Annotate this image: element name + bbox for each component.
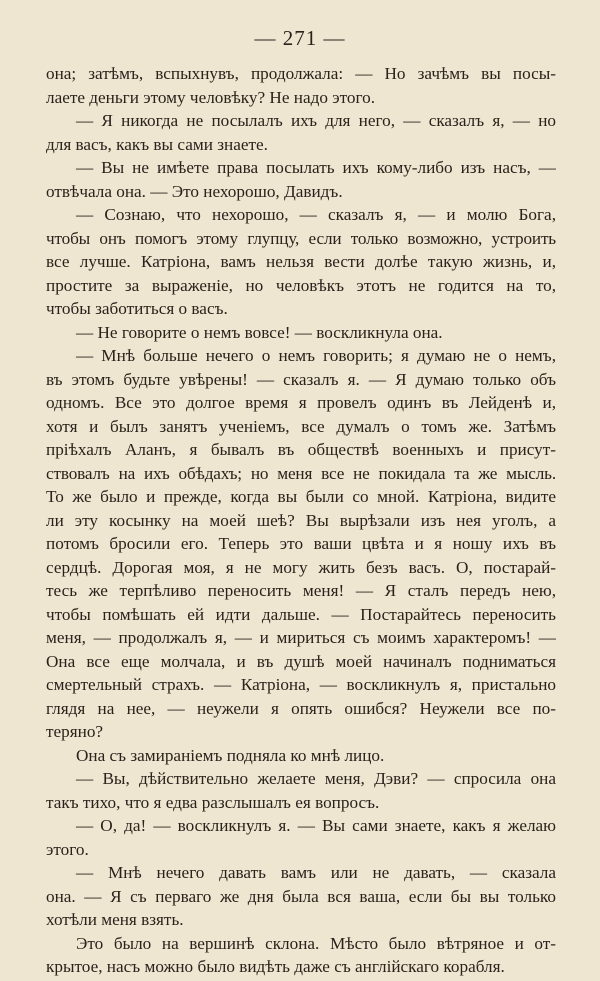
text-line: хотя и былъ занятъ ученіемъ, все думалъ о томъ же. Затѣмъ	[46, 416, 556, 436]
text-line: тесь же терпѣливо переносить меня! — Я сталъ передъ нею,	[46, 581, 556, 600]
text-line: этого.	[46, 839, 89, 859]
text-line: меня, — продолжалъ я, — и мириться съ моимъ характеромъ! —	[46, 628, 556, 647]
text-line: крытое, насъ можно было видѣть даже съ англійскаго корабля.	[46, 957, 505, 976]
text-line: она; затѣмъ, вспыхнувъ, продолжала: — Но зачѣмъ вы посы-	[46, 64, 556, 83]
text-line: глядя на нее, — неужели я опять ошибся? Неужели все по-	[46, 698, 556, 718]
text-line: — Сознаю, что нехорошо, — сказалъ я, — и молю Бога,	[76, 205, 556, 224]
text-line: простите за выраженіе, но человѣкъ этотъ не годится на то,	[46, 275, 556, 295]
text-line: отвѣчала она. — Это нехорошо, Давидъ.	[46, 181, 343, 201]
text-line: чтобы помѣшать ей идти дальше. — Постарайтесь переносить	[46, 604, 556, 624]
text-line: — О, да! — воскликнулъ я. — Вы сами знаете, какъ я желаю	[76, 816, 556, 835]
text-line: чтобы заботиться о васъ.	[46, 299, 228, 318]
text-line: ли эту косынку на моей шеѣ? Вы вырѣзали изъ нея уголъ, а	[46, 510, 556, 530]
text-line: потомъ бросили его. Теперь это ваши цвѣта и я ношу ихъ въ	[46, 534, 556, 553]
text-line: въ этомъ будьте увѣрены! — сказалъ я. — Я думаю только объ	[46, 369, 556, 389]
text-line: — Вы, дѣйствительно желаете меня, Дэви? — спросила она	[76, 769, 556, 788]
text-line: она. — Я съ перваго же дня была вся ваша, если бы вы только	[46, 886, 556, 906]
text-line: — Не говорите о немъ вовсе! — воскликнула она.	[76, 322, 443, 342]
text-line: — Я никогда не посылалъ ихъ для него, — сказалъ я, — но	[76, 111, 556, 130]
text-line: смертельный страхъ. — Катріона, — воскликнулъ я, пристально	[46, 675, 556, 694]
text-line: лаете деньги этому человѣку? Не надо этого.	[46, 87, 376, 107]
text-line: Она съ замираніемъ подняла ко мнѣ лицо.	[76, 745, 385, 765]
text-line: сердцѣ. Дорогая моя, я не могу жить безъ васъ. О, постарай-	[46, 557, 556, 577]
text-line: — Мнѣ нечего давать вамъ или не давать, — сказала	[76, 863, 556, 882]
text-line: хотѣли меня взять.	[46, 910, 184, 929]
text-line: одномъ. Все это долгое время я провелъ одинъ въ Лейденѣ и,	[46, 393, 556, 412]
text-line: ствовалъ на ихъ обѣдахъ; но меня все не покидала та же мысль.	[46, 463, 556, 483]
text-line: — Вы не имѣете права посылать ихъ кому-либо изъ насъ, —	[76, 158, 556, 177]
text-line: То же было и прежде, когда вы были со мной. Катріона, видите	[46, 487, 556, 506]
text-line: пріѣхалъ Аланъ, я бывалъ въ обществѣ военныхъ и присут-	[46, 440, 556, 459]
text-line: — Мнѣ больше нечего о немъ говорить; я думаю не о немъ,	[76, 346, 556, 365]
text-line: Это было на вершинѣ склона. Мѣсто было вѣтряное и от-	[76, 933, 556, 953]
body-text	[46, 62, 556, 979]
text-line: такъ тихо, что я едва разслышалъ ея вопросъ.	[46, 792, 380, 812]
text-line: Она все еще молчала, и въ душѣ моей начиналъ подниматься	[46, 651, 556, 671]
text-line: для васъ, какъ вы сами знаете.	[46, 134, 268, 154]
text-line: теряно?	[46, 722, 104, 741]
text-line: чтобы онъ помогъ этому глупцу, если только возможно, устроить	[46, 228, 556, 248]
text-line: все лучше. Катріона, вамъ нельзя вести долѣе такую жизнь, и,	[46, 252, 556, 271]
page-number: — 271 —	[254, 26, 346, 50]
